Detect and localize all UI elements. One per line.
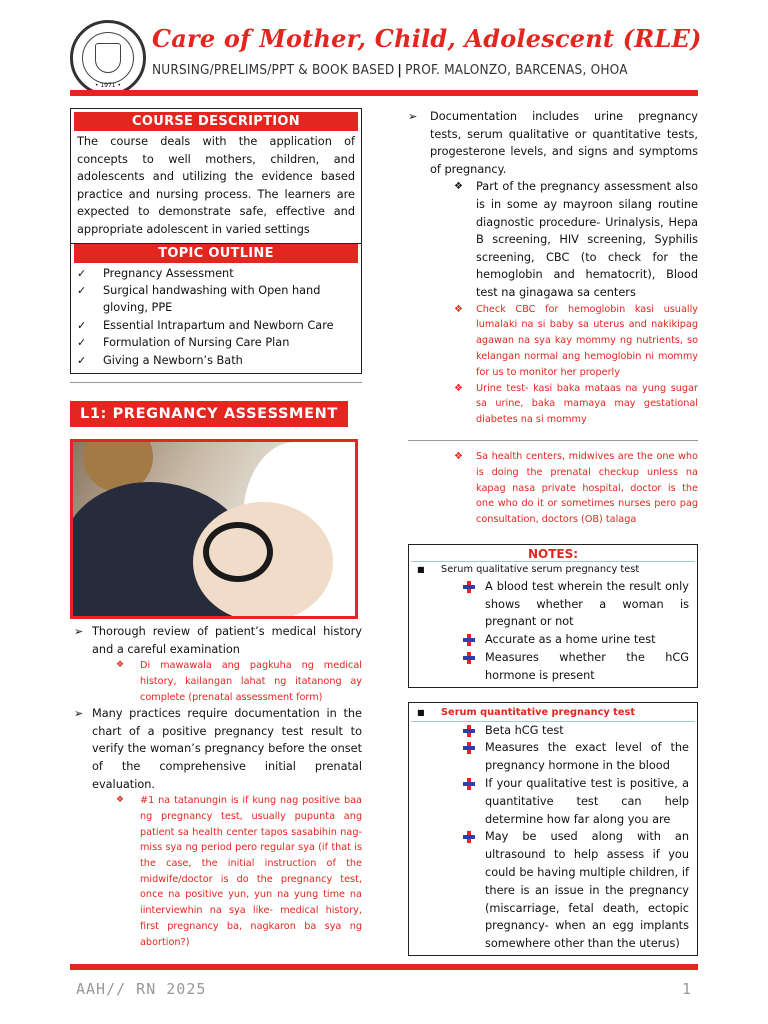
section-divider (70, 382, 362, 383)
notes-box-qualitative (408, 544, 698, 688)
check-icon: ✓ (77, 283, 87, 297)
page-subtitle (152, 62, 628, 78)
cross-bullet-icon (463, 725, 475, 737)
page-number: 1 (682, 980, 692, 998)
square-bullet-icon: ■ (417, 564, 425, 574)
bullet-item: ➢ Thorough review of patient’s medical history and a careful examination (74, 625, 362, 656)
notes-sub-item: Beta hCG test (409, 722, 697, 740)
topic-list (71, 263, 361, 373)
university-seal-logo (70, 20, 146, 96)
diamond-bullet-icon: ❖ (454, 382, 463, 394)
page-title: Care of Mother, Child, Adolescent (RLE) (152, 24, 702, 53)
check-icon: ✓ (77, 353, 87, 367)
course-description-box (70, 108, 362, 244)
check-icon: ✓ (77, 318, 87, 332)
header-divider (70, 90, 698, 96)
sub-bullet-item: ❖ Part of the pregnancy assessment also is in some ay mayroon silang routine diagnostic procedure- Urinalysis, Hepa B screening, HIV screening, Syphilis screening, CBC (to check for the hemoglobin and hematocrit), Blood test na ginagawa sa centers (454, 180, 698, 299)
sub-bullet-item: ❖ Sa health centers, midwives are the one who is doing the prenatal checkup unless na kapag nasa private hospital, doctor is the one who do it or sometimes nurses pero pag consultation, doctors (OB) talaga (454, 450, 698, 526)
notes-sub-item: Measures whether the hCG hormone is present (409, 649, 697, 687)
course-description-heading: COURSE DESCRIPTION (74, 112, 358, 131)
diamond-bullet-icon: ❖ (116, 795, 125, 806)
notes-sub-item: Measures the exact level of the pregnancy hormone in the blood (409, 739, 697, 775)
footer-author: AAH// RN 2025 (76, 980, 207, 998)
pregnancy-assessment-photo (70, 439, 358, 619)
cross-bullet-icon (463, 742, 475, 754)
square-bullet-icon: ■ (417, 707, 425, 717)
sub-bullet-item: ❖ Check CBC for hemoglobin kasi usually lumalaki na si baby sa uterus and nakikipag agawan na sya kay mommy ng nutrients, so kelangan normal ang hemoglobin ni mommy for us to monitor her properly (454, 303, 698, 378)
section-divider (408, 440, 698, 441)
notes-item: ■ Serum quantitative pregnancy test (411, 705, 695, 721)
topic-outline-box (70, 244, 362, 374)
footer-divider (70, 964, 698, 970)
topic-item: ✓ Pregnancy Assessment (99, 265, 355, 282)
sub-bullet-item: ❖ Urine test- kasi baka mataas na yung sugar sa urine, baka mamaya may gestational diabetes na si mommy (454, 382, 698, 426)
section-title: L1: PREGNANCY ASSESSMENT (70, 401, 348, 427)
notes-box-quantitative (408, 702, 698, 956)
notes-sub-item: If your qualitative test is positive, a quantitative test can help determine how far along you are (409, 775, 697, 828)
subtitle-course: NURSING/PRELIMS/PPT & BOOK BASED (152, 62, 395, 78)
topic-item: ✓ Formulation of Nursing Care Plan (99, 334, 355, 351)
left-column (70, 108, 362, 950)
diamond-bullet-icon: ❖ (116, 660, 125, 671)
check-icon: ✓ (77, 336, 87, 350)
check-icon: ✓ (77, 266, 87, 280)
subtitle-professors: PROF. MALONZO, BARCENAS, OHOA (405, 62, 628, 78)
right-column (408, 108, 698, 956)
sub-bullet-item: ❖ #1 na tatanungin is if kung nag positive baa ng pregnancy test, usually pupunta ang patient sa health center tapos sasabihin nag-miss sya ng period pero regular sya (if that is the case, the initial instruction of the midwife/doctor is do the pregnancy test, once na positive yun, yun na yung time na iinterviewhin na sya like- medical history, first pregnancy ba, nagkaron ba sya ng abortion?) (116, 795, 362, 948)
diamond-bullet-icon: ❖ (454, 181, 463, 193)
topic-outline-heading: TOPIC OUTLINE (74, 244, 358, 263)
course-description-text: The course deals with the application of concepts to well mothers, children, and adolescents and utilizing the evidence based practice and nursing process. The learners are expected to demonstrate safe, effective and appropriate adolescent in varied settings (77, 135, 355, 236)
diamond-bullet-icon: ❖ (454, 303, 463, 315)
left-bullets (70, 623, 362, 950)
cross-bullet-icon (463, 652, 475, 664)
topic-item: ✓ Giving a Newborn’s Bath (99, 352, 355, 369)
sub-bullet-item: ❖ Di mawawala ang pagkuha ng medical history, kailangan lahat ng itatanong ay complete (prenatal assessment form) (116, 660, 362, 703)
arrow-bullet-icon: ➢ (74, 625, 84, 638)
cross-bullet-icon (463, 778, 475, 790)
subtitle-separator: | (397, 62, 403, 78)
cross-bullet-icon (463, 634, 475, 646)
diamond-bullet-icon: ❖ (454, 450, 463, 462)
bullet-item: ➢ Many practices require documentation in the chart of a positive pregnancy test result to verify the woman’s pregnancy before the onset of the comprehensive initial prenatal evaluation. (74, 707, 362, 791)
cross-bullet-icon (463, 831, 475, 843)
section-title-wrap (70, 401, 362, 427)
arrow-bullet-icon: ➢ (74, 707, 84, 721)
notes-sub-item: A blood test wherein the result only shows whether a woman is pregnant or not (409, 578, 697, 631)
topic-item: ✓ Essential Intrapartum and Newborn Care (99, 317, 355, 334)
arrow-bullet-icon: ➢ (408, 110, 418, 123)
notes-heading: NOTES: (411, 545, 695, 562)
logo-year: • 1971 • (94, 82, 122, 89)
bullet-item: ➢ Documentation includes urine pregnancy tests, serum qualitative or quantitative tests, progesterone levels, and signs and symptoms of pregnancy. (408, 110, 698, 176)
topic-item: ✓ Surgical handwashing with Open hand gloving, PPE (77, 283, 321, 315)
cross-bullet-icon (463, 581, 475, 593)
notes-item: ■ Serum qualitative serum pregnancy test (409, 562, 697, 578)
quantitative-title-row (411, 703, 695, 722)
notes-sub-item: May be used along with an ultrasound to help assess if you could be having multiple children, if there is an issue in the pregnancy (miscarriage, fetal death, ectopic pregnancy- when an egg implants somewhere other than the uterus) (409, 828, 697, 955)
notes-sub-item: Accurate as a home urine test (409, 631, 697, 649)
